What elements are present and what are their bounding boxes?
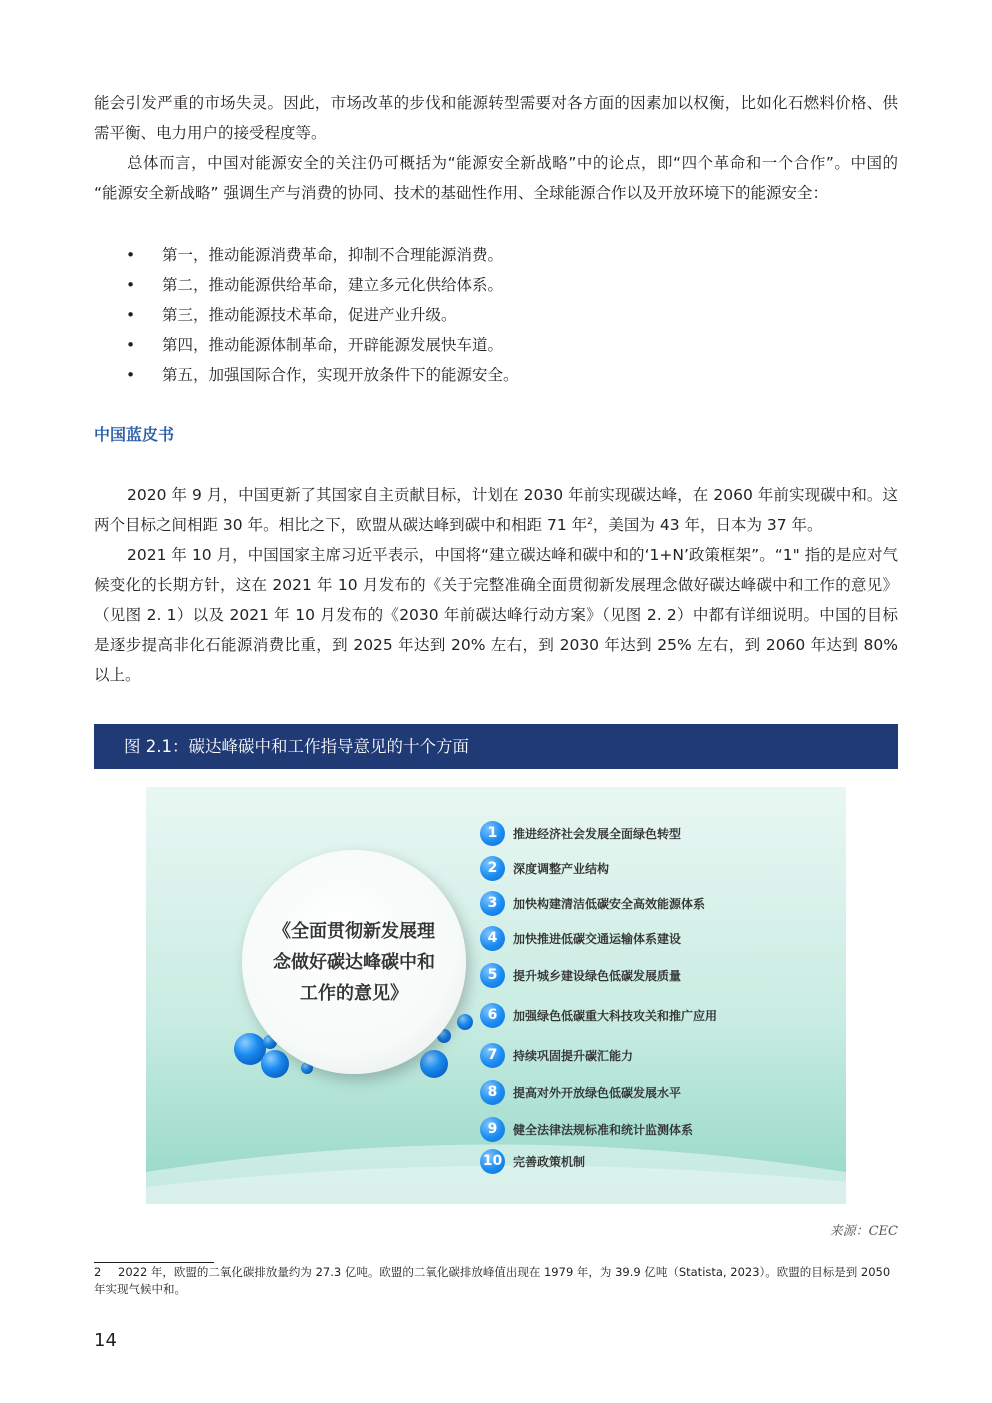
list-item: • 第二，推动能源供给革命，建立多元化供给体系。 <box>126 270 519 300</box>
aspect-label: 提升城乡建设绿色低碳发展质量 <box>513 968 682 983</box>
number-badge: 2 <box>480 856 505 881</box>
revolution-list <box>126 240 519 390</box>
bubble-icon <box>420 1050 448 1078</box>
footnote-text: 2022 年，欧盟的二氧化碳排放量约为 27.3 亿吨。欧盟的二氧化碳排放峰值出现在 1979 年，为 39.9 亿吨（Statista, 2023）。欧盟的目标是到 2050 年实现气候中和。 <box>94 1265 891 1296</box>
aspect-label: 完善政策机制 <box>513 1154 586 1169</box>
number-badge: 5 <box>480 963 505 988</box>
aspect-item-10 <box>480 1147 585 1175</box>
figure-caption: 图 2.1：碳达峰碳中和工作指导意见的十个方面 <box>124 737 469 756</box>
aspect-label: 加强绿色低碳重大科技攻关和推广应用 <box>513 1008 718 1023</box>
number-badge: 9 <box>480 1117 505 1142</box>
figure-diagram <box>146 787 846 1204</box>
aspect-label: 加快推进低碳交通运输体系建设 <box>513 931 682 946</box>
bubble-icon <box>261 1050 289 1078</box>
central-circle-title: 《全面贯彻新发展理念做好碳达峰碳中和工作的意见》 <box>273 920 435 1004</box>
paragraph-continued: 能会引发严重的市场失灵。因此，市场改革的步伐和能源转型需要对各方面的因素加以权衡，比如化石燃料价格、供需平衡、电力用户的接受程度等。 <box>94 94 898 142</box>
list-item: • 第四，推动能源体制革命，开辟能源发展快车道。 <box>126 330 519 360</box>
paragraph-energy-security: 总体而言，中国对能源安全的关注仍可概括为“能源安全新战略”中的论点，即“四个革命和一个合作”。中国的 “能源安全新战略” 强调生产与消费的协同、技术的基础性作用、全球能源合作以及开放环境下的能源安全： <box>94 154 898 202</box>
aspect-item-8 <box>480 1078 681 1106</box>
paragraph-ndc-text-end: ，美国为 43 年，日本为 37 年。 <box>592 516 823 534</box>
paragraph-policy-framework: 2021 年 10 月，中国国家主席习近平表示，中国将“建立碳达峰和碳中和的‘1+N’政策框架”。“1" 指的是应对气候变化的长期方针，这在 2021 年 10 月发布的《关于完整准确全面贯彻新发展理念做好碳达峰碳中和工作的意见》（见图 2. 1）以及 2021 年 10 月发布的《2030 年前碳达峰行动方案》（见图 2. 2）中都有详细说明。中国的目标是逐步提高非化石能源消费比重，到 2025 年达到 20% 左右，到 2030 年达到 25% 左右，到 2060 年达到 80% 以上。 <box>94 546 898 684</box>
list-item: • 第一，推动能源消费革命，抑制不合理能源消费。 <box>126 240 519 270</box>
footnote-number: 2 <box>94 1265 102 1279</box>
bubble-icon <box>234 1033 266 1065</box>
aspect-item-1 <box>480 819 681 847</box>
aspect-item-2 <box>480 854 609 882</box>
footnote-divider <box>94 1262 214 1263</box>
aspect-item-4 <box>480 924 681 952</box>
number-badge: 1 <box>480 821 505 846</box>
aspect-label: 推进经济社会发展全面绿色转型 <box>513 826 682 841</box>
paragraph-ndc <box>94 480 898 540</box>
figure-source: 来源：CEC <box>829 1224 898 1239</box>
aspect-label: 提高对外开放绿色低碳发展水平 <box>513 1085 682 1100</box>
aspect-label: 持续巩固提升碳汇能力 <box>513 1048 634 1063</box>
figure-caption-bar <box>94 724 898 769</box>
aspect-item-9 <box>480 1115 693 1143</box>
central-circle <box>242 850 466 1074</box>
footnote <box>94 1264 898 1298</box>
aspect-label: 深度调整产业结构 <box>513 861 610 876</box>
bubble-icon <box>457 1014 473 1030</box>
aspect-item-5 <box>480 961 681 989</box>
aspect-item-3 <box>480 889 705 917</box>
aspect-item-6 <box>480 1001 717 1029</box>
number-badge: 10 <box>480 1149 505 1174</box>
list-item: • 第三，推动能源技术革命，促进产业升级。 <box>126 300 519 330</box>
page-number: 14 <box>94 1330 117 1351</box>
list-item: • 第五，加强国际合作，实现开放条件下的能源安全。 <box>126 360 519 390</box>
number-badge: 8 <box>480 1080 505 1105</box>
number-badge: 4 <box>480 926 505 951</box>
aspect-label: 健全法律法规标准和统计监测体系 <box>513 1122 694 1137</box>
number-badge: 7 <box>480 1043 505 1068</box>
paragraph-ndc-text: 2020 年 9 月，中国更新了其国家自主贡献目标，计划在 2030 年前实现碳达峰，在 2060 年前实现碳中和。这两个目标之间相距 30 年。相比之下，欧盟从碳达峰到碳中和相距 71 年 <box>94 486 898 534</box>
number-badge: 3 <box>480 891 505 916</box>
number-badge: 6 <box>480 1003 505 1028</box>
section-heading: 中国蓝皮书 <box>94 425 175 444</box>
footnote-ref[interactable]: 2 <box>587 516 593 527</box>
aspect-item-7 <box>480 1041 633 1069</box>
aspect-label: 加快构建清洁低碳安全高效能源体系 <box>513 896 706 911</box>
